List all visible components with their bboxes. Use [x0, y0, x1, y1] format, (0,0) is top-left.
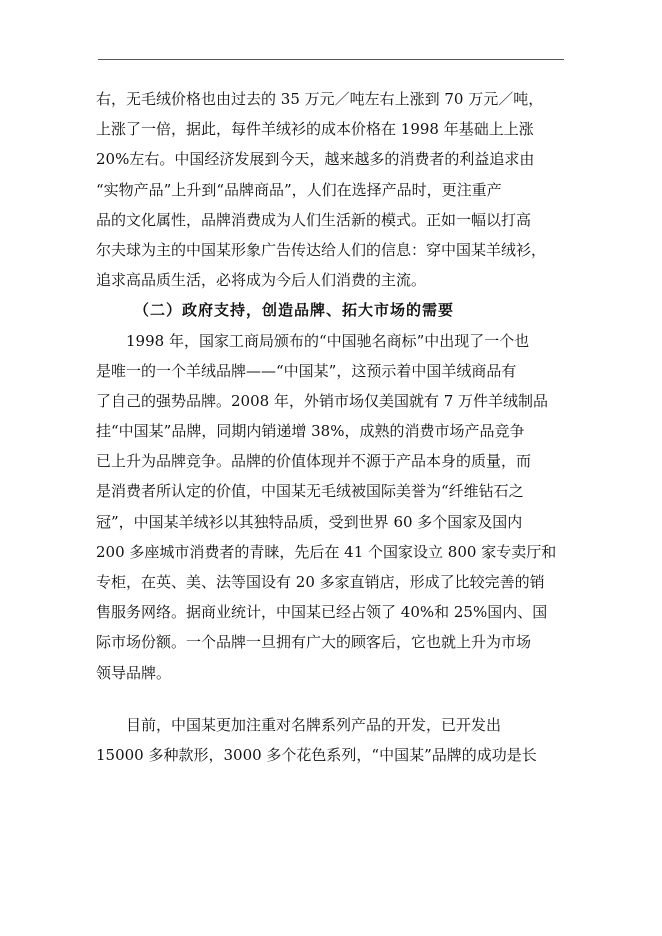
document-page: [96, 84, 568, 770]
text-line: 1998 年，国家工商局颁布的“中国驰名商标”中出现了一个也: [96, 331, 530, 350]
text-line: 追求高品质生活，必将成为今后人们消费的主流。: [96, 271, 427, 290]
text-line: 了自己的强势品牌。2008 年，外销市场仅美国就有 7 万件羊绒制品: [96, 391, 549, 410]
text-line: 品的文化属性，品牌消费成为人们生活新的模式。正如一幅以打高: [96, 210, 532, 229]
text-line: 右，无毛绒价格也由过去的 35 万元／吨左右上涨到 70 万元／吨，: [96, 90, 544, 108]
text-line: 已上升为品牌竞争。品牌的价值体现并不源于产品本身的质量，而: [96, 452, 532, 471]
text-line: 上涨了一倍，据此，每件羊绒衫的成本价格在 1998 年基础上上涨: [96, 120, 534, 139]
text-line: 15000 多种款形，3000 多个花色系列，“中国某”品牌的成功是长: [96, 745, 537, 764]
text-line: 专柜，在英、美、法等国设有 20 多家直销店，形成了比较完善的销: [96, 573, 545, 591]
text-line: 是唯一的一个羊绒品牌——“中国某”，这预示着中国羊绒商品有: [96, 361, 517, 380]
paragraph-product-development: [96, 710, 568, 770]
paragraph-spacer: [96, 688, 568, 710]
header-rule: [98, 59, 564, 60]
text-line: 冠”，中国某羊绒衫以其独特品质，受到世界 60 多个国家及国内: [96, 512, 523, 531]
text-line: 售服务网络。据商业统计，中国某已经占领了 40%和 25%国内、国: [96, 603, 548, 622]
text-line: 目前，中国某更加注重对名牌系列产品的开发，已开发出: [96, 715, 502, 734]
text-line: 是消费者所认定的价值，中国某无毛绒被国际美誉为“纤维钻石之: [96, 482, 524, 501]
text-line: “实物产品”上升到“品牌商品”，人们在选择产品时，更注重产: [96, 180, 502, 199]
paragraph-market-trend: [96, 84, 568, 295]
text-line: 领导品牌。: [96, 663, 172, 682]
section-heading: （二）政府支持，创造品牌、拓大市场的需要: [134, 301, 455, 320]
paragraph-brand-history: [96, 326, 568, 688]
text-line: 尔夫球为主的中国某形象广告传达给人们的信息：穿中国某羊绒衫，: [96, 240, 547, 259]
text-line: 200 多座城市消费者的青睐，先后在 41 个国家设立 800 家专卖厅和: [96, 542, 557, 561]
text-line: 际市场份额。一个品牌一旦拥有广大的顾客后，它也就上升为市场: [96, 633, 532, 652]
text-line: 20%左右。中国经济发展到今天，越来越多的消费者的利益追求由: [96, 150, 535, 169]
text-line: 挂“中国某”品牌，同期内销递增 38%，成熟的消费市场产品竞争: [96, 422, 525, 441]
